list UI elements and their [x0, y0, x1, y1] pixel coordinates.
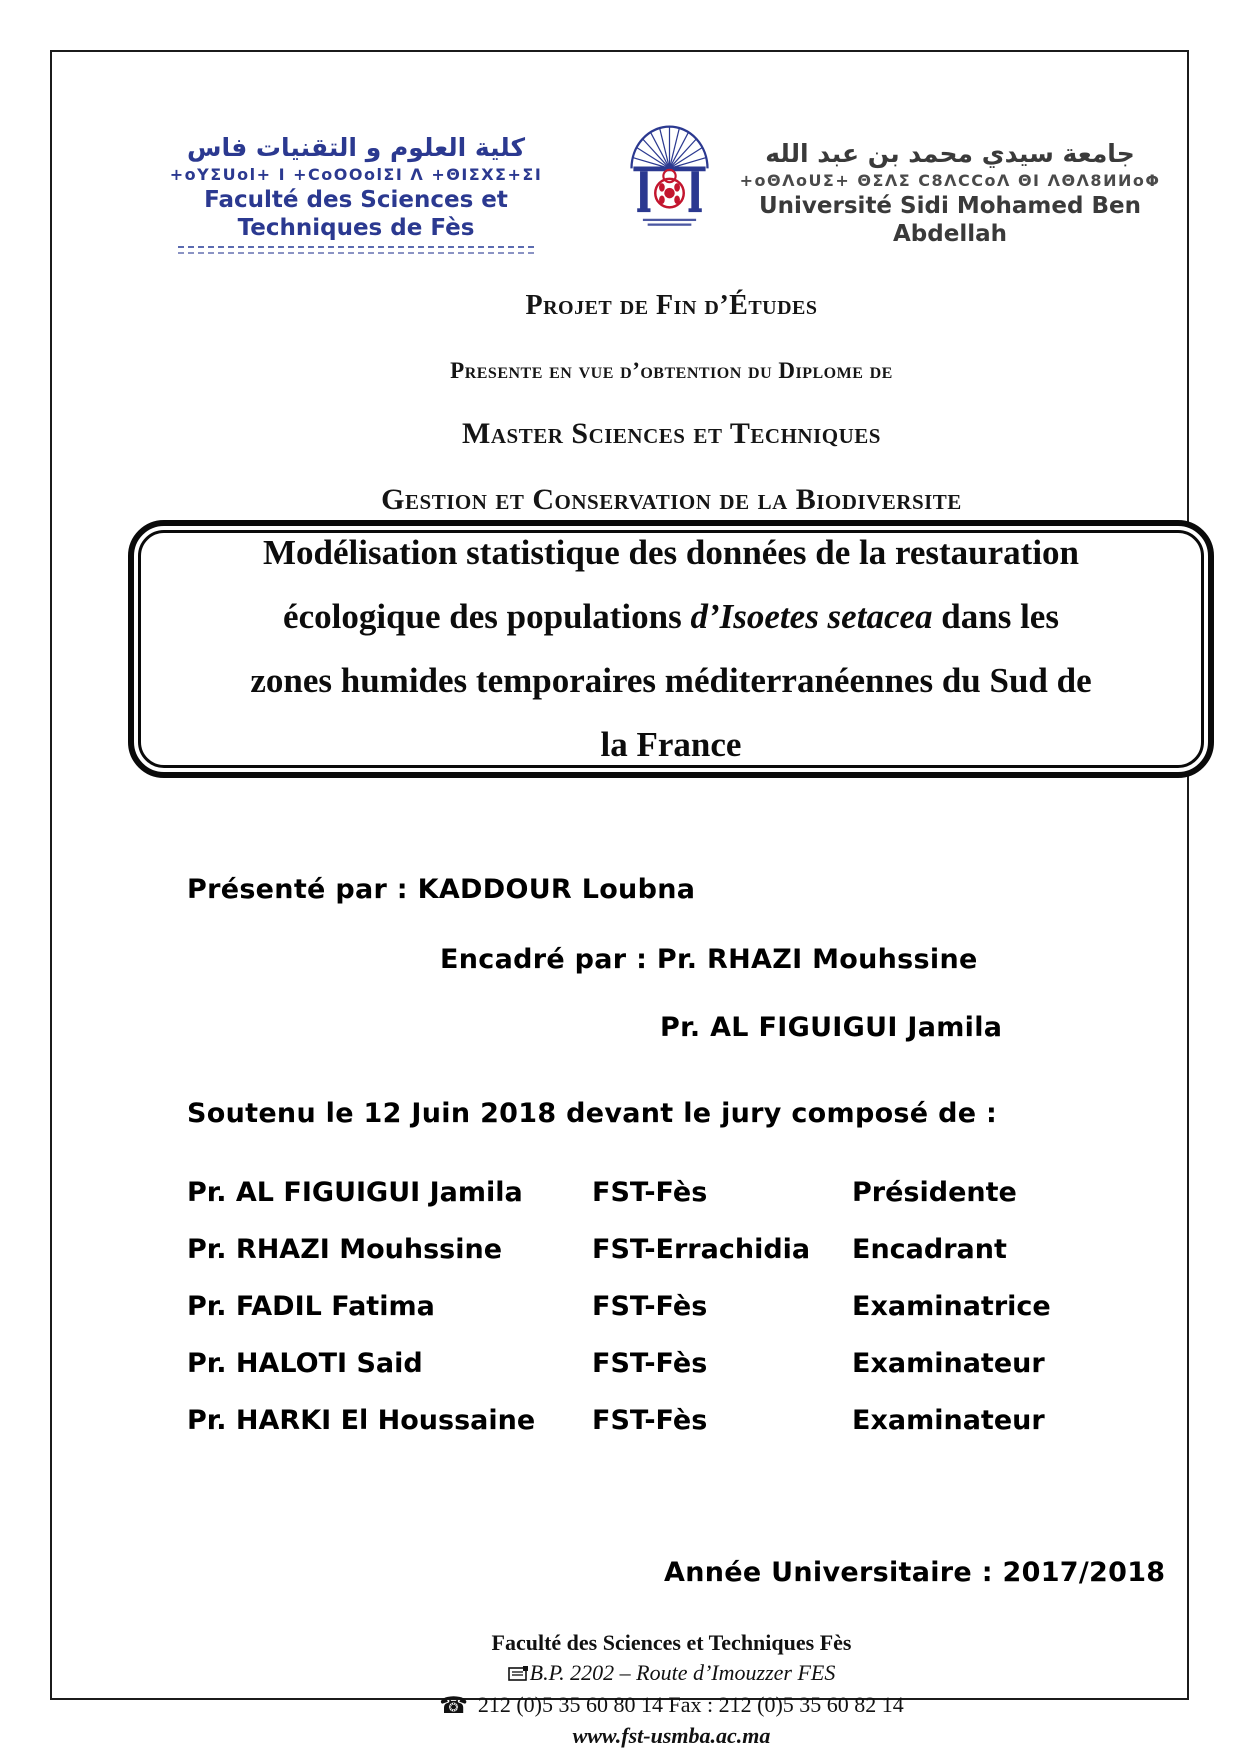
faculty-name-french: Faculté des Sciences et Techniques de Fès	[204, 187, 508, 241]
faculty-name-tifinagh: +oYΣUol+ I +CoOOolΣI Λ +ΘIΣXΣ+ΣI	[169, 165, 543, 184]
footer-website-link[interactable]: www.fst-usmba.ac.ma	[572, 1723, 771, 1748]
decorative-dashed-rule	[178, 246, 534, 254]
jury-member-name: Pr. FADIL Fatima	[187, 1291, 435, 1322]
diploma-purpose-heading: Presente en vue d’obtention du Diplome de	[450, 358, 893, 383]
jury-member-institution: FST-Errachidia	[592, 1234, 811, 1265]
defense-date-line: Soutenu le 12 Juin 2018 devant le jury composé de :	[187, 1098, 998, 1129]
title-species-italic: d’Isoetes setacea	[690, 597, 933, 636]
jury-member-role: Encadrant	[852, 1234, 1007, 1265]
university-emblem-icon	[622, 116, 717, 236]
jury-member-role: Examinatrice	[852, 1291, 1051, 1322]
presented-by-line: Présenté par : KADDOUR Loubna	[187, 874, 696, 905]
jury-member-name: Pr. HARKI El Houssaine	[187, 1405, 536, 1436]
academic-year-line: Année Universitaire : 2017/2018	[664, 1557, 1166, 1588]
supervised-by-line: Encadré par : Pr. RHAZI Mouhssine	[440, 944, 978, 975]
thesis-title-inner-border	[138, 530, 1204, 768]
title-line3: zones humides temporaires méditerranéennes du Sud de	[250, 661, 1092, 700]
jury-member-institution: FST-Fès	[592, 1348, 708, 1379]
second-supervisor-line: Pr. AL FIGUIGUI Jamila	[660, 1012, 1003, 1043]
faculty-name-arabic: كلية العلوم و التقنيات فاس	[186, 133, 526, 162]
jury-row	[187, 1278, 1177, 1335]
jury-member-name: Pr. HALOTI Said	[187, 1348, 423, 1379]
jury-member-role: Examinateur	[852, 1348, 1045, 1379]
footer-block	[102, 1628, 1241, 1751]
jury-row	[187, 1392, 1177, 1449]
jury-member-name: Pr. AL FIGUIGUI Jamila	[187, 1177, 523, 1208]
title-line2-post: dans les	[932, 597, 1059, 636]
footer-address-text: B.P. 2202 – Route d’Imouzzer FES	[529, 1660, 836, 1685]
jury-table	[187, 1164, 1177, 1449]
jury-member-role: Examinateur	[852, 1405, 1045, 1436]
thesis-title-box	[128, 520, 1214, 778]
university-name-french: Université Sidi Mohamed Ben Abdellah	[759, 193, 1141, 247]
footer-phone-line	[102, 1690, 1241, 1721]
jury-member-institution: FST-Fès	[592, 1291, 708, 1322]
jury-row	[187, 1164, 1177, 1221]
thesis-title	[250, 521, 1091, 777]
university-emblem-logo	[622, 116, 717, 236]
jury-member-role: Présidente	[852, 1177, 1017, 1208]
title-line2-pre: écologique des populations	[283, 597, 691, 636]
page-border-frame	[50, 50, 1189, 1748]
footer-phone-text: 212 (0)5 35 60 80 14 Fax : 212 (0)5 35 60 82 14	[477, 1692, 904, 1717]
mail-icon	[508, 1660, 530, 1690]
university-header-block	[720, 138, 1180, 248]
specialty-heading: Gestion et Conservation de la Biodiversite	[381, 483, 962, 516]
faculty-header-block	[160, 132, 552, 254]
university-name-arabic: جامعة سيدي محمد بن عبد الله	[765, 139, 1135, 168]
document-type-heading: Projet de Fin d’Études	[525, 290, 818, 321]
jury-row	[187, 1221, 1177, 1278]
jury-row	[187, 1335, 1177, 1392]
jury-member-name: Pr. RHAZI Mouhssine	[187, 1234, 503, 1265]
phone-icon: ☎	[439, 1693, 468, 1719]
jury-member-institution: FST-Fès	[592, 1177, 708, 1208]
university-name-tifinagh: +oΘΛoUΣ+ ΘΣΛΣ C8ΛCCoΛ ΘI ΛΘΛ8ИИoΦ	[739, 171, 1161, 190]
footer-address-line	[102, 1658, 1241, 1690]
jury-member-institution: FST-Fès	[592, 1405, 708, 1436]
footer-faculty-name: Faculté des Sciences et Techniques Fès	[491, 1630, 852, 1655]
title-line4: la France	[600, 725, 742, 764]
title-line1: Modélisation statistique des données de la restauration	[262, 533, 1080, 572]
master-program-heading: Master Sciences et Techniques	[462, 417, 881, 450]
